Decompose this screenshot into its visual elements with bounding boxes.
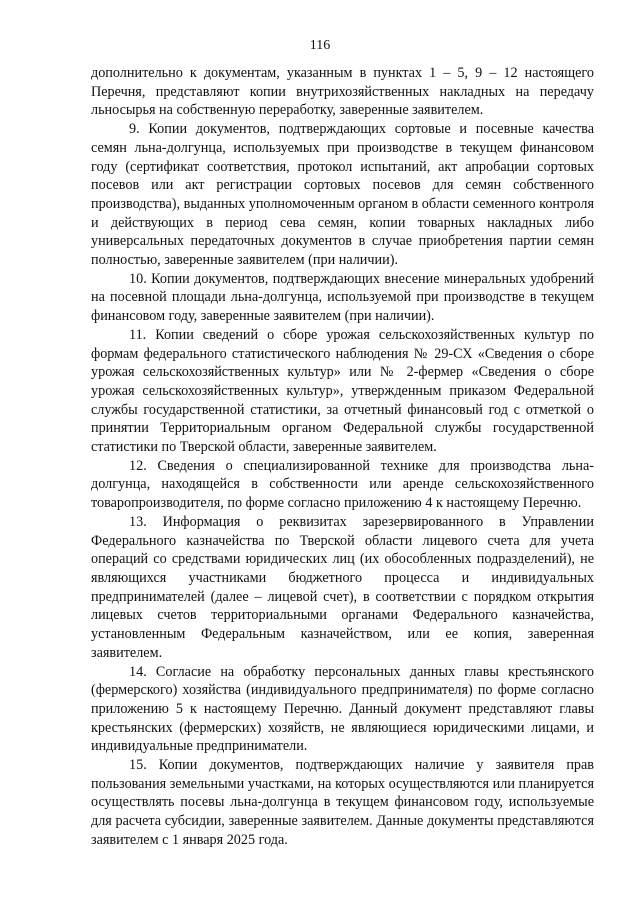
paragraph-item-13: 13. Информация о реквизитах зарезервированного в Управлении Федерального казначейства по Тверской области лицевого счета для учета операций со средствами юридических лиц (их обособленных подразделений), не являющихся участниками бюджетного процесса и индивидуальных предпринимателей (далее – лицевой счет), в соответствии с порядком открытия лицевых счетов территориальными органами Федерального казначейства, установленным Федеральным казначейством, или ее копия, заверенная заявителем. bbox=[91, 513, 594, 661]
paragraph-item-10: 10. Копии документов, подтверждающих внесение минеральных удобрений на посевной площади льна-долгунца, используемой при производстве в текущем финансовом году, заверенные заявителем (при наличии). bbox=[91, 270, 594, 325]
paragraph-item-14: 14. Согласие на обработку персональных данных главы крестьянского (фермерского) хозяйства (индивидуального предпринимателя) по форме согласно приложению 5 к настоящему Перечню. Данный документ представляют главы крестьянских (фермерских) хозяйств, не являющиеся юридическими лицами, и индивидуальные предприниматели. bbox=[91, 663, 594, 755]
paragraph-item-12: 12. Сведения о специализированной технике для производства льна-долгунца, находящейся в собственности или аренде сельскохозяйственного товаропроизводителя, по форме согласно приложению 4 к настоящему Перечню. bbox=[91, 457, 594, 512]
page-number: 116 bbox=[309, 38, 331, 53]
paragraph-continuation: дополнительно к документам, указанным в пунктах 1 – 5, 9 – 12 настоящего Перечня, представляют копии внутрихозяйственных накладных на передачу льносырья на собственную переработку, заверенные заявителем. bbox=[91, 65, 594, 119]
document-body bbox=[91, 64, 594, 850]
paragraph-item-9: 9. Копии документов, подтверждающих сортовые и посевные качества семян льна-долгунца, используемых при производстве в текущем финансовом году (сертификат соответствия, протокол испытаний, акт апробации сортовых посевов или акт регистрации сортовых посевов для семян собственного производства), выданных уполномоченным органом в области семенного контроля и действующих в период сева семян, копии товарных накладных либо универсальных передаточных документов в случае приобретения партии семян полностью, заверенные заявителем (при наличии). bbox=[91, 121, 594, 269]
paragraph-item-11: 11. Копии сведений о сборе урожая сельскохозяйственных культур по формам федерального статистического наблюдения № 29-СХ «Сведения о сборе урожая сельскохозяйственных культур» или № 2-фермер «Сведения о сборе урожая сельскохозяйственных культур», утвержденным приказом Федеральной службы государственной статистики, за отчетный финансовый год с отметкой о принятии Территориальным органом Федеральной службы государственной статистики по Тверской области, заверенные заявителем. bbox=[91, 326, 594, 456]
paragraph-item-15: 15. Копии документов, подтверждающих наличие у заявителя прав пользования земельными участками, на которых осуществляются или планируется осуществлять посевы льна-долгунца в текущем финансовом году, используемые для расчета субсидии, заверенные заявителем. Данные документы представляются заявителем с 1 января 2025 года. bbox=[91, 757, 594, 848]
